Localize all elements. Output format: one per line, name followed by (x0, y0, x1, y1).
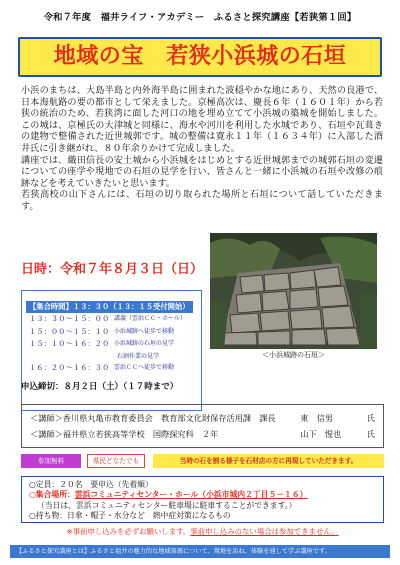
schedule-row (26, 338, 197, 351)
lecturer-name: 山下 惺也 (300, 429, 342, 439)
lecturers-box (21, 404, 384, 448)
tags-row (21, 454, 384, 470)
lecturer-row (30, 410, 375, 426)
meeting-place-value: 雲浜コミュニティセンター・ホール（小浜市城内２丁目５－１６） (74, 490, 308, 500)
belongings: ○持ち物：日傘・帽子・水分など 熱中症対策になるもの (29, 510, 231, 520)
event-date: 日時：令和７年８月３日（日） (21, 262, 204, 277)
notice-part-2: 事前申し込みのない場合は参加できません。 (190, 527, 339, 536)
stone-wall-photo-illustration (210, 233, 377, 349)
page-title: 地域の宝 若狭小浜城の石垣 (53, 44, 347, 69)
footer-banner: 【ふるさと探究講座とは】ふるさと福井の魅力的な地域資源について、現地を訪ね、体験を通して学ぶ講座です。 (10, 545, 390, 558)
schedule-desc: 小浜城跡の石垣の見学 (114, 340, 175, 347)
schedule-desc: 講義（雲浜ＣＣ・ホール） (114, 315, 186, 322)
schedule-row (26, 362, 197, 375)
description (21, 86, 383, 214)
lecturer-role: ＜講師＞ (30, 413, 63, 423)
lecturer-suffix: 氏 (366, 413, 375, 423)
schedule-desc: 小浜城跡へ徒歩で移動 (114, 327, 175, 335)
details-box (21, 476, 384, 523)
eligibility-tag: 県民どなたでも (87, 454, 145, 468)
lecturer-name: 東 信男 (300, 413, 334, 423)
schedule-time: １３：３０～１５：００ (29, 314, 110, 323)
lecturer-suffix: 氏 (366, 429, 375, 439)
title-banner (18, 37, 382, 77)
lecturer-row (30, 426, 375, 442)
stone-wall-photo (210, 233, 377, 349)
schedule-sub-note: 石割作業の見学 (117, 352, 160, 360)
deadline: 申込締切：８月２日（土）（１７時まで） (21, 382, 179, 392)
lecturer-org: 福井県立若狭高等学校 国際探究科 ２年 (62, 429, 219, 439)
free-tag: 参加無料 (21, 454, 81, 468)
meeting-place-label: ○集合場所： (29, 490, 75, 500)
meeting-place (29, 490, 376, 500)
schedule-time: １５：１０～１６：２０ (29, 339, 110, 348)
capacity: ○定員：２０名 要申込（先着順） (29, 480, 153, 489)
schedule-desc: 雲浜ＣＣへ徒歩で移動 (114, 363, 175, 371)
schedule-header: 【集合時間】１３：３０（１３：１５受付開始） (26, 301, 193, 313)
notice-part-1: ※事前申し込みを必ずお願いします。 (66, 527, 191, 536)
lecturer-role: ＜講師＞ (30, 429, 63, 439)
schedule-time: １５：００～１５：１０ (29, 326, 110, 336)
parking-note: （当日は、雲浜コミュニティセンター駐車場に駐車することができます。） (37, 500, 297, 510)
schedule-row (26, 326, 197, 339)
schedule-time: １６：２０～１６：３０ (29, 362, 110, 372)
event-header: 令和７年度 福井ライフ・アカデミー ふるさと探究講座【若狭第１回】 (43, 12, 357, 23)
registration-notice (21, 527, 384, 537)
lecturer-org: 香川県丸亀市教育委員会 教育部文化財保存活用課 課長 (62, 413, 276, 423)
description-paragraph-1: 小浜のまちは、大島半島と内外海半島に囲まれた波穏やかな地にあり、天然の良港で、日本海航路の要の都市として栄えました。京極高次は、慶長６年（１６０１年）から若狭の統治のため、若狭湾に面した河口の地を埋め立てて小浜城の築城を開始しました。この城は、京極氏の大津城と同様に、海水や河川を利用した水城であり、石垣や瓦葺きの建物で整備された近世城郭です。城の整備は寛永１１年（１６３４年）に入部した酒井氏に引き継がれ、８０年余りかけて完成しました。 (21, 86, 383, 154)
photo-caption: ＜小浜城跡の石垣＞ (262, 351, 325, 359)
schedule-row (26, 313, 197, 326)
description-paragraph-3: 若狭高校の山下さんには、石垣の切り取られた場所と石垣について話していただきます。 (21, 190, 383, 212)
highlight-tag: 当時の石を割る様子を石材店の方に再現していただきます。 (153, 454, 384, 468)
description-paragraph-2: 講座では、織田信長の安土城から小浜城をはじめとする近世城郭までの城郭石垣の変遷についての座学や現地での石垣の見学を行い、皆さんと一緒に小浜城の石垣や改修の痕跡などを考えていきたいと思います。 (21, 155, 383, 189)
